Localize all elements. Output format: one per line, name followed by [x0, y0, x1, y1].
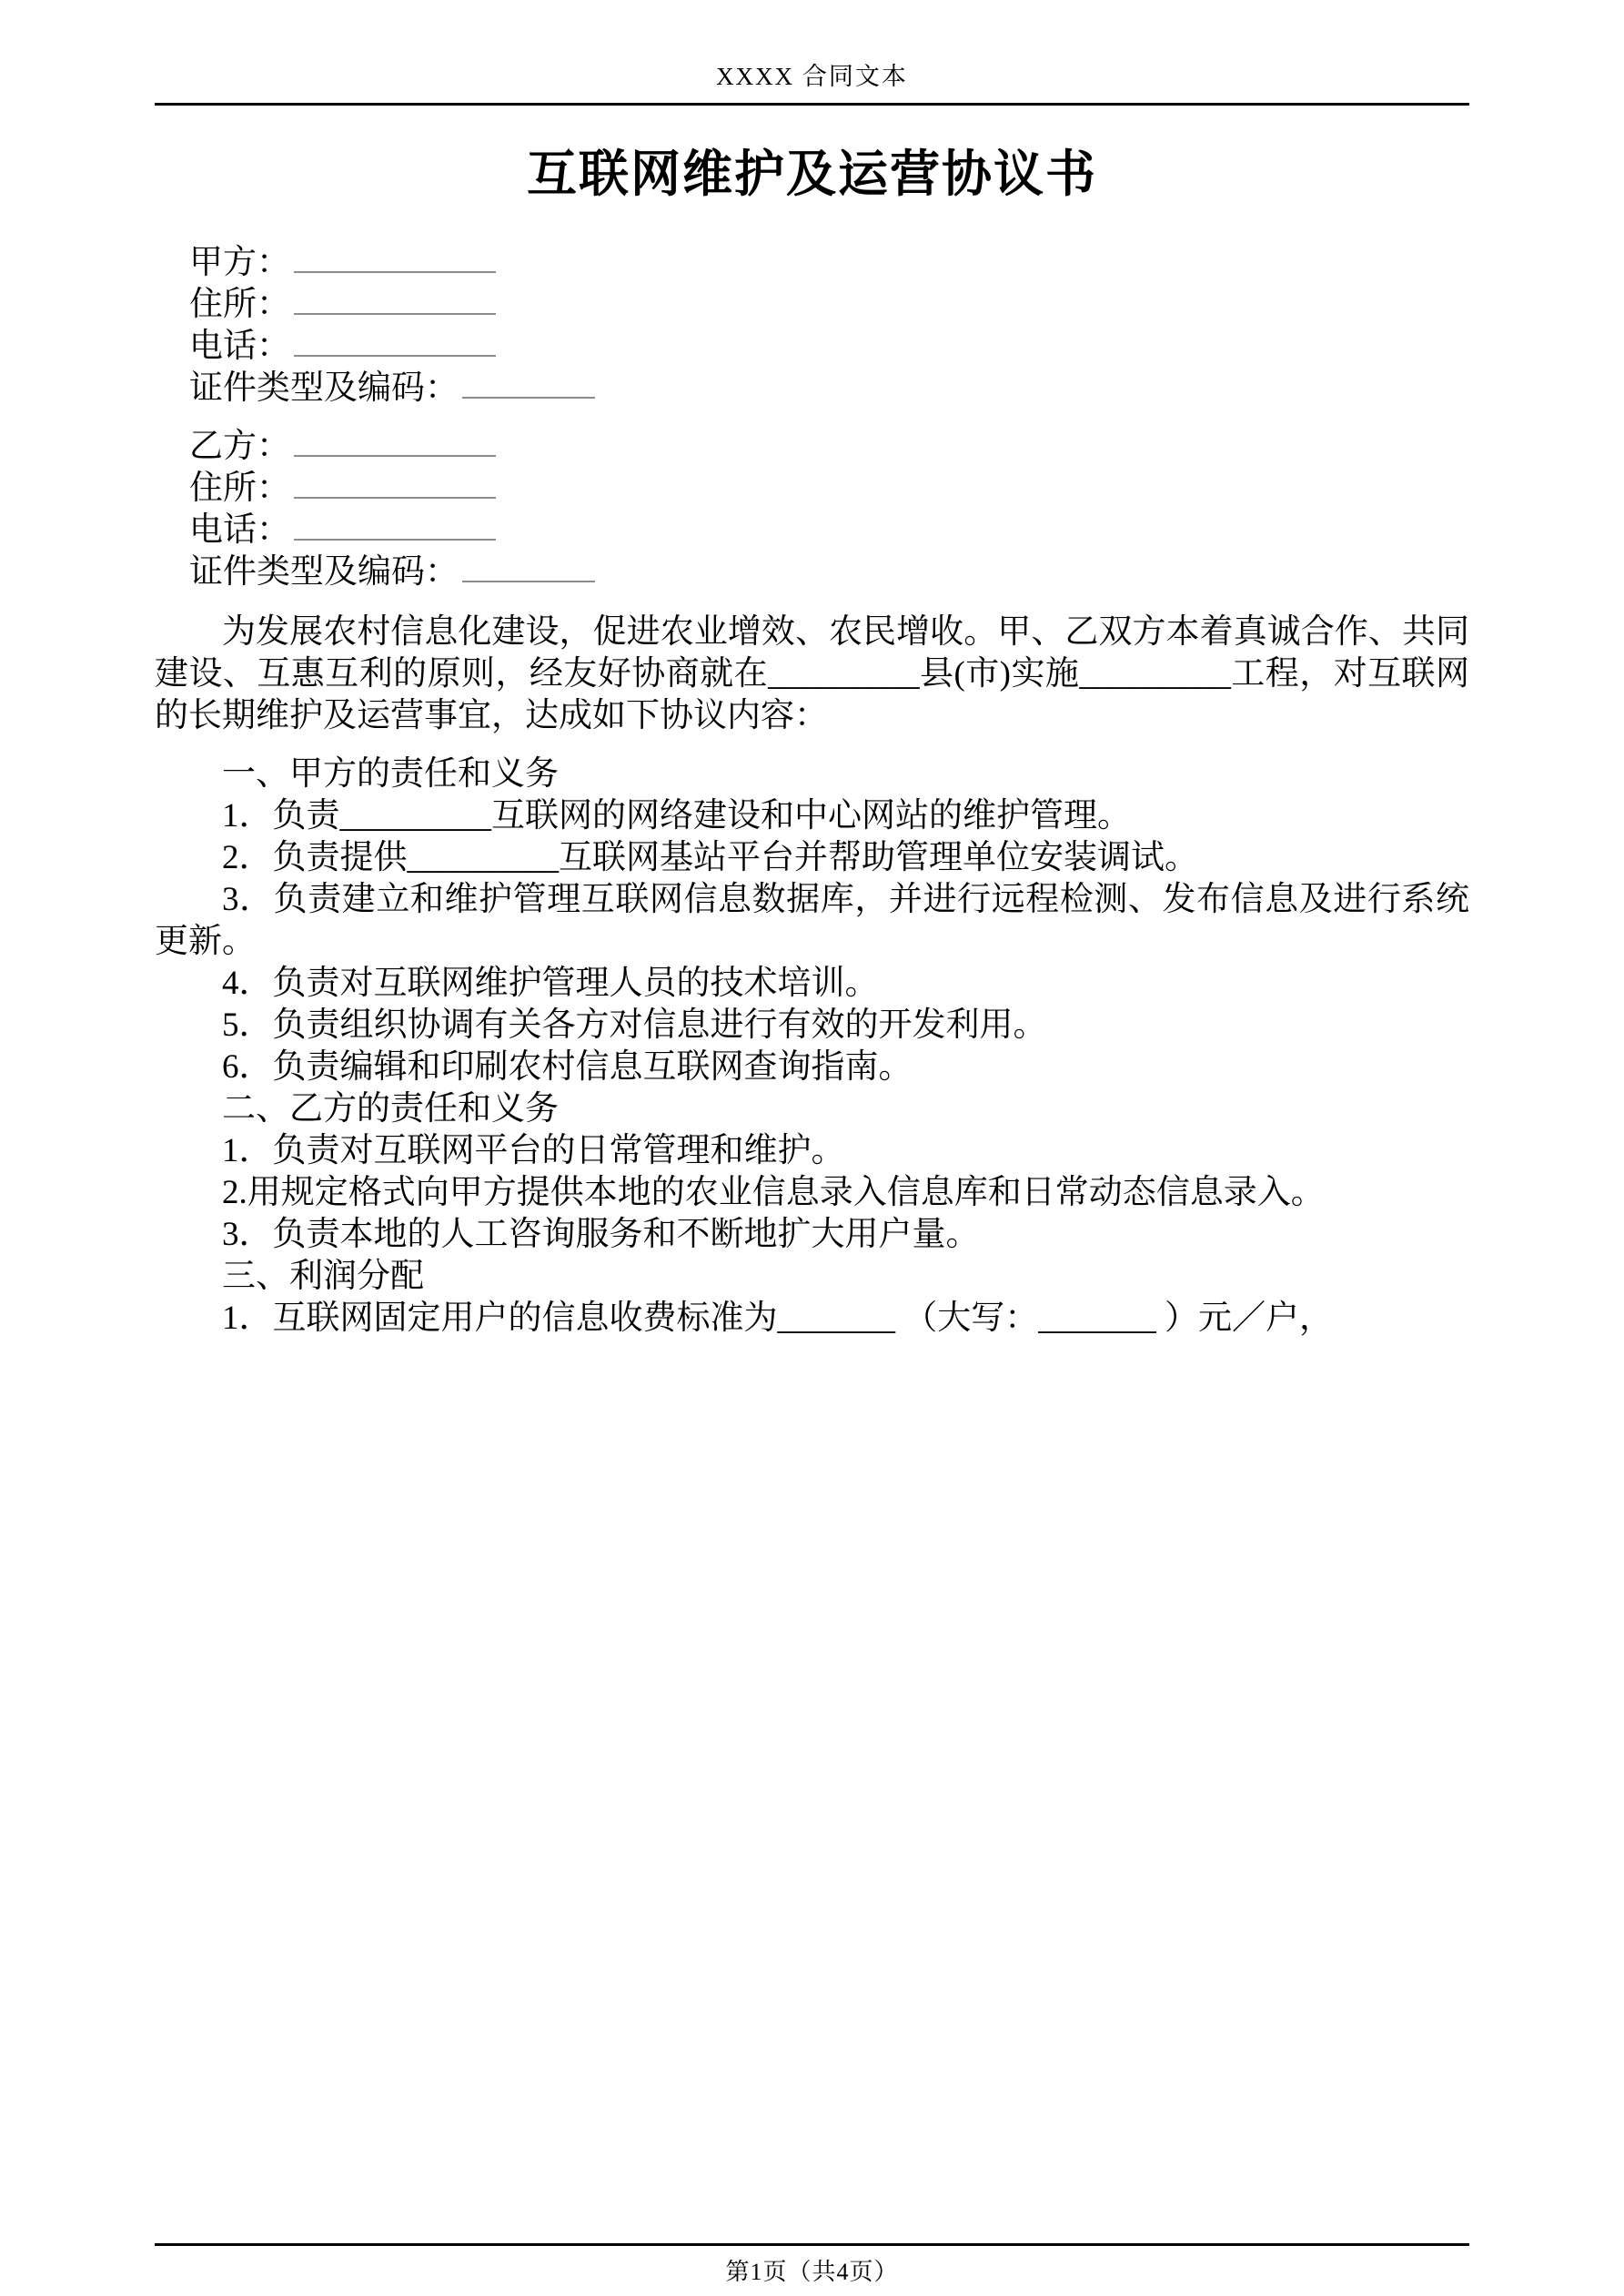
header-title: XXXX 合同文本: [716, 63, 908, 90]
field-label: 电话：: [189, 511, 290, 549]
field-row: [189, 468, 1469, 510]
contract-clause: 2.用规定格式向甲方提供本地的农业信息录入信息库和日常动态信息录入。: [222, 1174, 1325, 1211]
page-header: [0, 0, 1624, 106]
field-label: 住所：: [189, 286, 290, 323]
field-row: [189, 510, 1469, 551]
contract-clause: 1．互联网固定用户的信息收费标准为_______ （大写：_______ ）元／户，: [222, 1300, 1333, 1337]
field-label: 证件类型及编码：: [189, 553, 459, 591]
clause-heading: 二、乙方的责任和义务: [222, 1090, 559, 1128]
clauses-section: [155, 754, 1469, 1340]
contract-clause: 5．负责组织协调有关各方对信息进行有效的开发利用。: [222, 1006, 1047, 1044]
contract-clause: 3．负责建立和维护管理互联网信息数据库，并进行远程检测、发布信息及进行系统更新。: [155, 881, 1469, 960]
header-rule: [155, 103, 1469, 106]
document-title: 互联网维护及运营协议书: [526, 147, 1097, 202]
page-footer: [155, 2243, 1469, 2287]
field-blank-line: [462, 369, 595, 399]
contract-clause: 6．负责编辑和印刷农村信息互联网查询指南。: [222, 1048, 913, 1086]
field-blank-line: [294, 244, 496, 273]
field-label: 乙方：: [189, 428, 290, 465]
contract-clause: 1．负责对互联网平台的日常管理和维护。: [222, 1132, 845, 1169]
contract-clause: 3．负责本地的人工咨询服务和不断地扩大用户量。: [222, 1216, 980, 1253]
page-number: 第1页（共4页）: [725, 2259, 899, 2285]
field-blank-line: [294, 511, 496, 541]
contract-clause: 4．负责对互联网维护管理人员的技术培训。: [222, 965, 879, 1002]
field-blank-line: [294, 470, 496, 499]
field-label: 甲方：: [189, 244, 290, 281]
field-blank-line: [294, 428, 496, 457]
page-content: [0, 146, 1624, 1340]
field-row: [189, 242, 1469, 284]
field-label: 证件类型及编码：: [189, 369, 459, 407]
field-row: [189, 284, 1469, 326]
party-b-section: [155, 426, 1469, 593]
field-blank-line: [294, 328, 496, 357]
field-blank-line: [294, 286, 496, 315]
field-row: [189, 368, 1469, 410]
field-row: [189, 326, 1469, 368]
field-row: [189, 426, 1469, 468]
clause-heading: 一、甲方的责任和义务: [222, 755, 559, 793]
field-label: 住所：: [189, 470, 290, 507]
contract-clause: 1．负责_________互联网的网络建设和中心网站的维护管理。: [222, 797, 1131, 834]
clause-heading: 三、利润分配: [222, 1258, 424, 1295]
party-a-section: [155, 242, 1469, 410]
field-blank-line: [462, 553, 595, 582]
field-row: [189, 551, 1469, 593]
field-label: 电话：: [189, 328, 290, 365]
contract-clause: 2．负责提供_________互联网基站平台并帮助管理单位安装调试。: [222, 839, 1198, 876]
intro-paragraph: 为发展农村信息化建设，促进农业增效、农民增收。甲、乙双方本着真诚合作、共同建设、互惠互利的原则，经友好协商就在_________县(市)实施_________工程，对互联网的长期维护及运营事宜，达成如下协议内容：: [155, 613, 1469, 734]
